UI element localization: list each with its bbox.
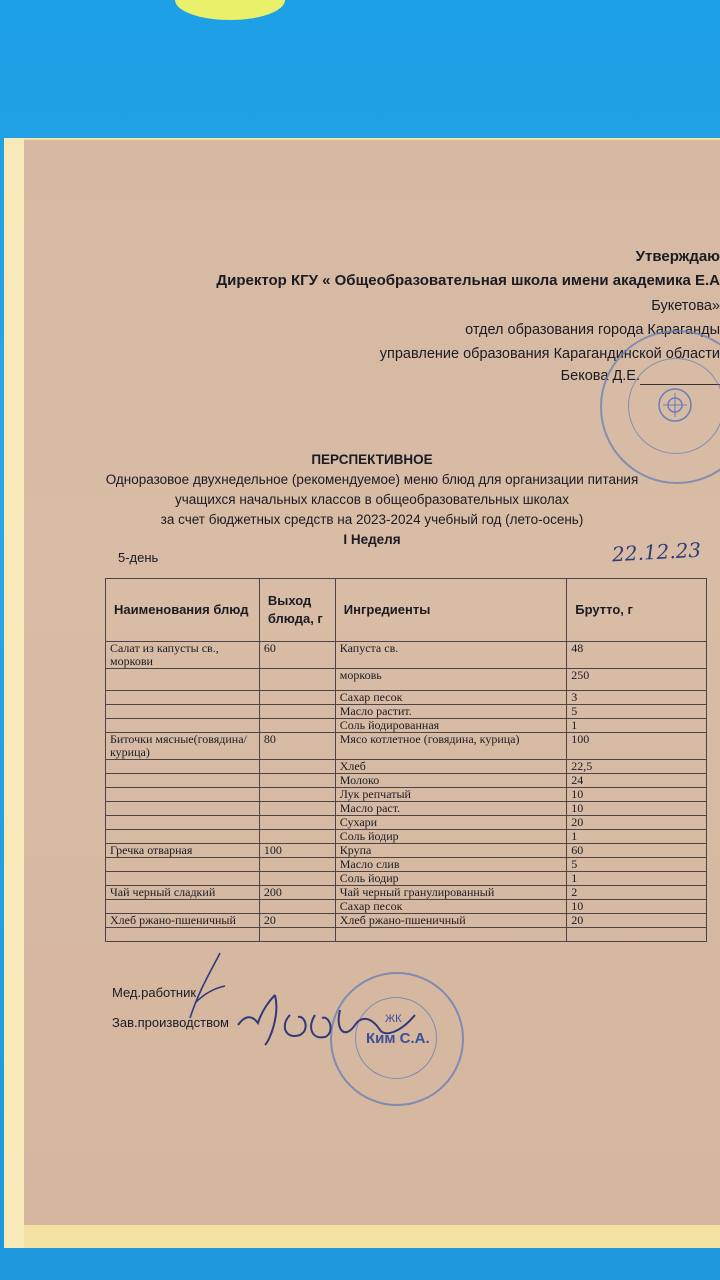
emblem-icon xyxy=(655,385,695,425)
table-cell-dish xyxy=(106,830,260,844)
header-dish: Наименования блюд xyxy=(106,579,260,642)
table-row xyxy=(106,858,707,872)
table-cell-ingredient: Капуста св. xyxy=(335,642,567,669)
table-cell-yield xyxy=(259,802,335,816)
table-cell-yield xyxy=(259,928,335,942)
title-line-5: I Неделя xyxy=(343,532,401,547)
table-cell-gross xyxy=(567,928,707,942)
table-cell-gross: 250 xyxy=(567,669,707,691)
table-cell-dish xyxy=(106,900,260,914)
approval-line-4: отдел образования города Караганды xyxy=(465,322,720,338)
table-cell-gross: 20 xyxy=(567,816,707,830)
table-row xyxy=(106,914,707,928)
table-cell-dish xyxy=(106,774,260,788)
table-cell-dish: Салат из капусты св., моркови xyxy=(106,642,260,669)
table-cell-yield: 100 xyxy=(259,844,335,858)
table-cell-ingredient: Соль йодированная xyxy=(335,719,567,733)
table-cell-yield: 80 xyxy=(259,733,335,760)
frame-edge xyxy=(4,138,24,1248)
table-row xyxy=(106,928,707,942)
table-cell-dish xyxy=(106,669,260,691)
table-cell-yield xyxy=(259,858,335,872)
table-cell-dish: Хлеб ржано-пшеничный xyxy=(106,914,260,928)
table-cell-yield: 20 xyxy=(259,914,335,928)
approval-line-2: Директор КГУ « Общеобразовательная школа имени академика Е.А xyxy=(216,272,720,289)
table-cell-gross: 5 xyxy=(567,858,707,872)
table-row xyxy=(106,844,707,858)
table-cell-ingredient: Сухари xyxy=(335,816,567,830)
table-cell-dish: Гречка отварная xyxy=(106,844,260,858)
table-cell-yield xyxy=(259,816,335,830)
table-cell-yield xyxy=(259,669,335,691)
table-cell-gross: 1 xyxy=(567,719,707,733)
day-label: 5-день xyxy=(118,550,159,565)
table-cell-ingredient: Соль йодир xyxy=(335,830,567,844)
table-cell-ingredient: Чай черный гранулированный xyxy=(335,886,567,900)
table-cell-ingredient: морковь xyxy=(335,669,567,691)
table-cell-dish xyxy=(106,928,260,942)
table-row xyxy=(106,816,707,830)
table-row xyxy=(106,719,707,733)
table-header-row xyxy=(106,579,707,642)
table-row xyxy=(106,733,707,760)
table-cell-gross: 10 xyxy=(567,900,707,914)
table-cell-dish xyxy=(106,705,260,719)
table-row xyxy=(106,642,707,669)
table-row xyxy=(106,830,707,844)
table-cell-gross: 1 xyxy=(567,830,707,844)
table-cell-gross: 10 xyxy=(567,788,707,802)
table-cell-ingredient: Лук репчатый xyxy=(335,788,567,802)
approval-line-1: Утверждаю xyxy=(635,248,720,265)
table-cell-yield xyxy=(259,760,335,774)
table-cell-ingredient: Мясо котлетное (говядина, курица) xyxy=(335,733,567,760)
table-cell-gross: 22,5 xyxy=(567,760,707,774)
table-cell-gross: 48 xyxy=(567,642,707,669)
table-cell-dish xyxy=(106,760,260,774)
table-cell-dish xyxy=(106,719,260,733)
table-cell-gross: 100 xyxy=(567,733,707,760)
handwritten-date: 22.12.23 xyxy=(611,537,702,567)
table-cell-gross: 3 xyxy=(567,691,707,705)
title-line-1: ПЕРСПЕКТИВНОЕ xyxy=(311,452,433,467)
kitchen-stamp-top-text: ЖК xyxy=(385,1013,402,1025)
table-cell-yield xyxy=(259,788,335,802)
table-cell-yield: 200 xyxy=(259,886,335,900)
table-row xyxy=(106,774,707,788)
table-cell-dish xyxy=(106,816,260,830)
table-cell-dish xyxy=(106,788,260,802)
table-cell-dish xyxy=(106,802,260,816)
table-row xyxy=(106,669,707,691)
table-cell-gross: 10 xyxy=(567,802,707,816)
table-cell-yield: 60 xyxy=(259,642,335,669)
table-row xyxy=(106,705,707,719)
table-row xyxy=(106,760,707,774)
table-cell-dish xyxy=(106,691,260,705)
table-row xyxy=(106,872,707,886)
title-line-2: Одноразовое двухнедельное (рекомендуемое) меню блюд для организации питания xyxy=(105,472,639,487)
table-cell-ingredient: Сахар песок xyxy=(335,900,567,914)
table-row xyxy=(106,788,707,802)
table-cell-ingredient: Крупа xyxy=(335,844,567,858)
table-cell-ingredient: Масло растит. xyxy=(335,705,567,719)
table-cell-ingredient: Молоко xyxy=(335,774,567,788)
table-cell-dish: Биточки мясные(говядина/курица) xyxy=(106,733,260,760)
medic-label: Мед.работник xyxy=(112,985,197,1000)
table-cell-yield xyxy=(259,830,335,844)
table-cell-yield xyxy=(259,872,335,886)
table-cell-gross: 24 xyxy=(567,774,707,788)
table-cell-ingredient: Масло раст. xyxy=(335,802,567,816)
table-cell-yield xyxy=(259,900,335,914)
approval-line-3: Букетова» xyxy=(651,298,720,314)
table-cell-dish xyxy=(106,872,260,886)
table-cell-yield xyxy=(259,705,335,719)
table-row xyxy=(106,886,707,900)
table-cell-yield xyxy=(259,719,335,733)
production-label: Зав.производством xyxy=(112,1015,229,1030)
header-ingredients: Ингредиенты xyxy=(335,579,567,642)
approval-line-5: управление образования Карагандинской области xyxy=(379,346,720,362)
title-line-3: учащихся начальных классов в общеобразовательных школах xyxy=(174,492,570,507)
approval-line-6: Бекова Д.Е. xyxy=(560,368,640,384)
table-cell-gross: 60 xyxy=(567,844,707,858)
table-row xyxy=(106,802,707,816)
kitchen-stamp-name: Ким С.А. xyxy=(366,1030,430,1047)
production-signature xyxy=(230,985,430,1055)
header-yield: Выход блюда, г xyxy=(259,579,335,642)
table-cell-dish xyxy=(106,858,260,872)
table-cell-yield xyxy=(259,691,335,705)
menu-table xyxy=(105,578,707,942)
table-row xyxy=(106,900,707,914)
table-cell-gross: 1 xyxy=(567,872,707,886)
table-cell-dish: Чай черный сладкий xyxy=(106,886,260,900)
table-cell-ingredient: Хлеб xyxy=(335,760,567,774)
table-cell-ingredient: Соль йодир xyxy=(335,872,567,886)
title-line-4: за счет бюджетных средств на 2023-2024 учебный год (лето-осень) xyxy=(160,512,584,527)
table-cell-yield xyxy=(259,774,335,788)
table-cell-ingredient xyxy=(335,928,567,942)
table-cell-gross: 5 xyxy=(567,705,707,719)
table-cell-gross: 2 xyxy=(567,886,707,900)
table-row xyxy=(106,691,707,705)
table-cell-ingredient: Сахар песок xyxy=(335,691,567,705)
table-cell-ingredient: Хлеб ржано-пшеничный xyxy=(335,914,567,928)
table-cell-gross: 20 xyxy=(567,914,707,928)
table-cell-ingredient: Масло слив xyxy=(335,858,567,872)
header-gross: Брутто, г xyxy=(567,579,707,642)
